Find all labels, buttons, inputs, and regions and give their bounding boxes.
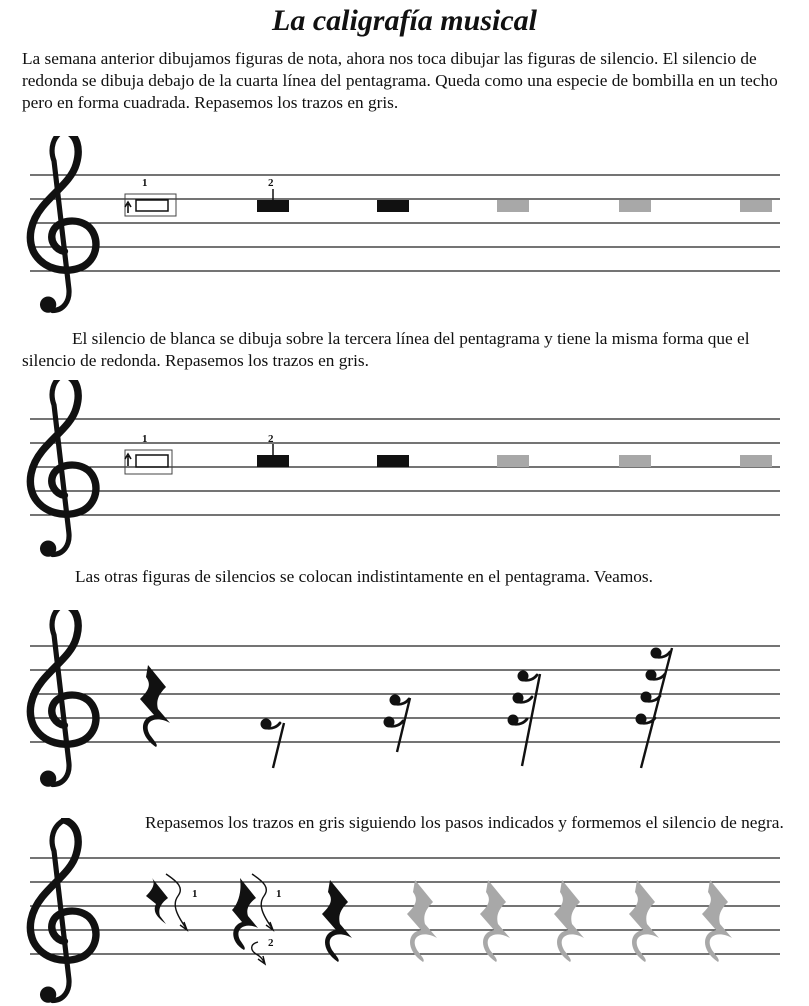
half-rest-practice-1 xyxy=(497,455,529,467)
staff-lines xyxy=(30,175,780,271)
treble-clef-icon xyxy=(30,136,96,313)
svg-text:1: 1 xyxy=(276,888,282,900)
other-rests-staff xyxy=(0,610,809,790)
quarter-rest-practice-5 xyxy=(702,880,732,962)
svg-text:1: 1 xyxy=(142,433,148,445)
whole-rest-practice-2 xyxy=(619,200,651,212)
whole-rest-step-1 xyxy=(125,177,176,216)
svg-text:1: 1 xyxy=(142,177,148,189)
intro-paragraph: La semana anterior dibujamos figuras de nota, ahora nos toca dibujar las figuras de silencio. El silencio de redonda se dibuja debajo de la cuarta línea del pentagrama. Queda como una especie de bombilla en un techo pero en forma cuadrada. Repasemos los trazos en gris. xyxy=(22,49,778,112)
svg-text:1: 1 xyxy=(192,888,198,900)
quarter-rest-step-2 xyxy=(232,874,282,964)
half-rest-staff xyxy=(0,380,809,560)
whole-rest-staff xyxy=(0,136,809,316)
quarter-rest-staff xyxy=(0,818,809,1006)
treble-clef-icon xyxy=(30,820,96,1003)
half-rest-paragraph: El silencio de blanca se dibuja sobre la tercera línea del pentagrama y tiene la misma forma que el silencio de redonda. Repasemos los trazos en gris. xyxy=(22,329,750,370)
half-rest-practice-2 xyxy=(619,455,651,467)
quarter-rest-practice-1 xyxy=(407,880,437,962)
quarter-rest-practice-4 xyxy=(629,880,659,962)
staff-lines xyxy=(30,646,780,742)
whole-rest-practice-1 xyxy=(497,200,529,212)
quarter-rest-practice-3 xyxy=(554,880,584,962)
quarter-rest-icon xyxy=(140,665,170,747)
treble-clef-icon xyxy=(30,610,96,787)
half-rest-icon xyxy=(377,455,409,467)
quarter-rest-icon xyxy=(322,880,352,962)
other-rests-paragraph: Las otras figuras de silencios se colocan indistintamente en el pentagrama. Veamos. xyxy=(75,567,653,586)
half-rest-step-2 xyxy=(257,433,289,467)
whole-rest-icon xyxy=(377,200,409,212)
quarter-rest-paragraph: Repasemos los trazos en gris siguiendo los pasos indicados y formemos el silencio de negra. xyxy=(145,813,784,832)
half-rest-step-1 xyxy=(125,433,172,474)
staff-lines xyxy=(30,858,780,954)
page-title: La caligrafía musical xyxy=(272,4,537,37)
eighth-rest-icon xyxy=(261,719,285,769)
sixteenth-rest-icon xyxy=(384,695,411,753)
svg-text:2: 2 xyxy=(268,177,274,189)
half-rest-practice-3 xyxy=(740,455,772,467)
whole-rest-practice-3 xyxy=(740,200,772,212)
quarter-rest-practice-2 xyxy=(480,880,510,962)
svg-text:2: 2 xyxy=(268,433,274,445)
svg-text:2: 2 xyxy=(268,937,274,949)
treble-clef-icon xyxy=(30,380,96,557)
whole-rest-step-2 xyxy=(257,177,289,212)
sixty-fourth-rest-icon xyxy=(636,648,673,769)
